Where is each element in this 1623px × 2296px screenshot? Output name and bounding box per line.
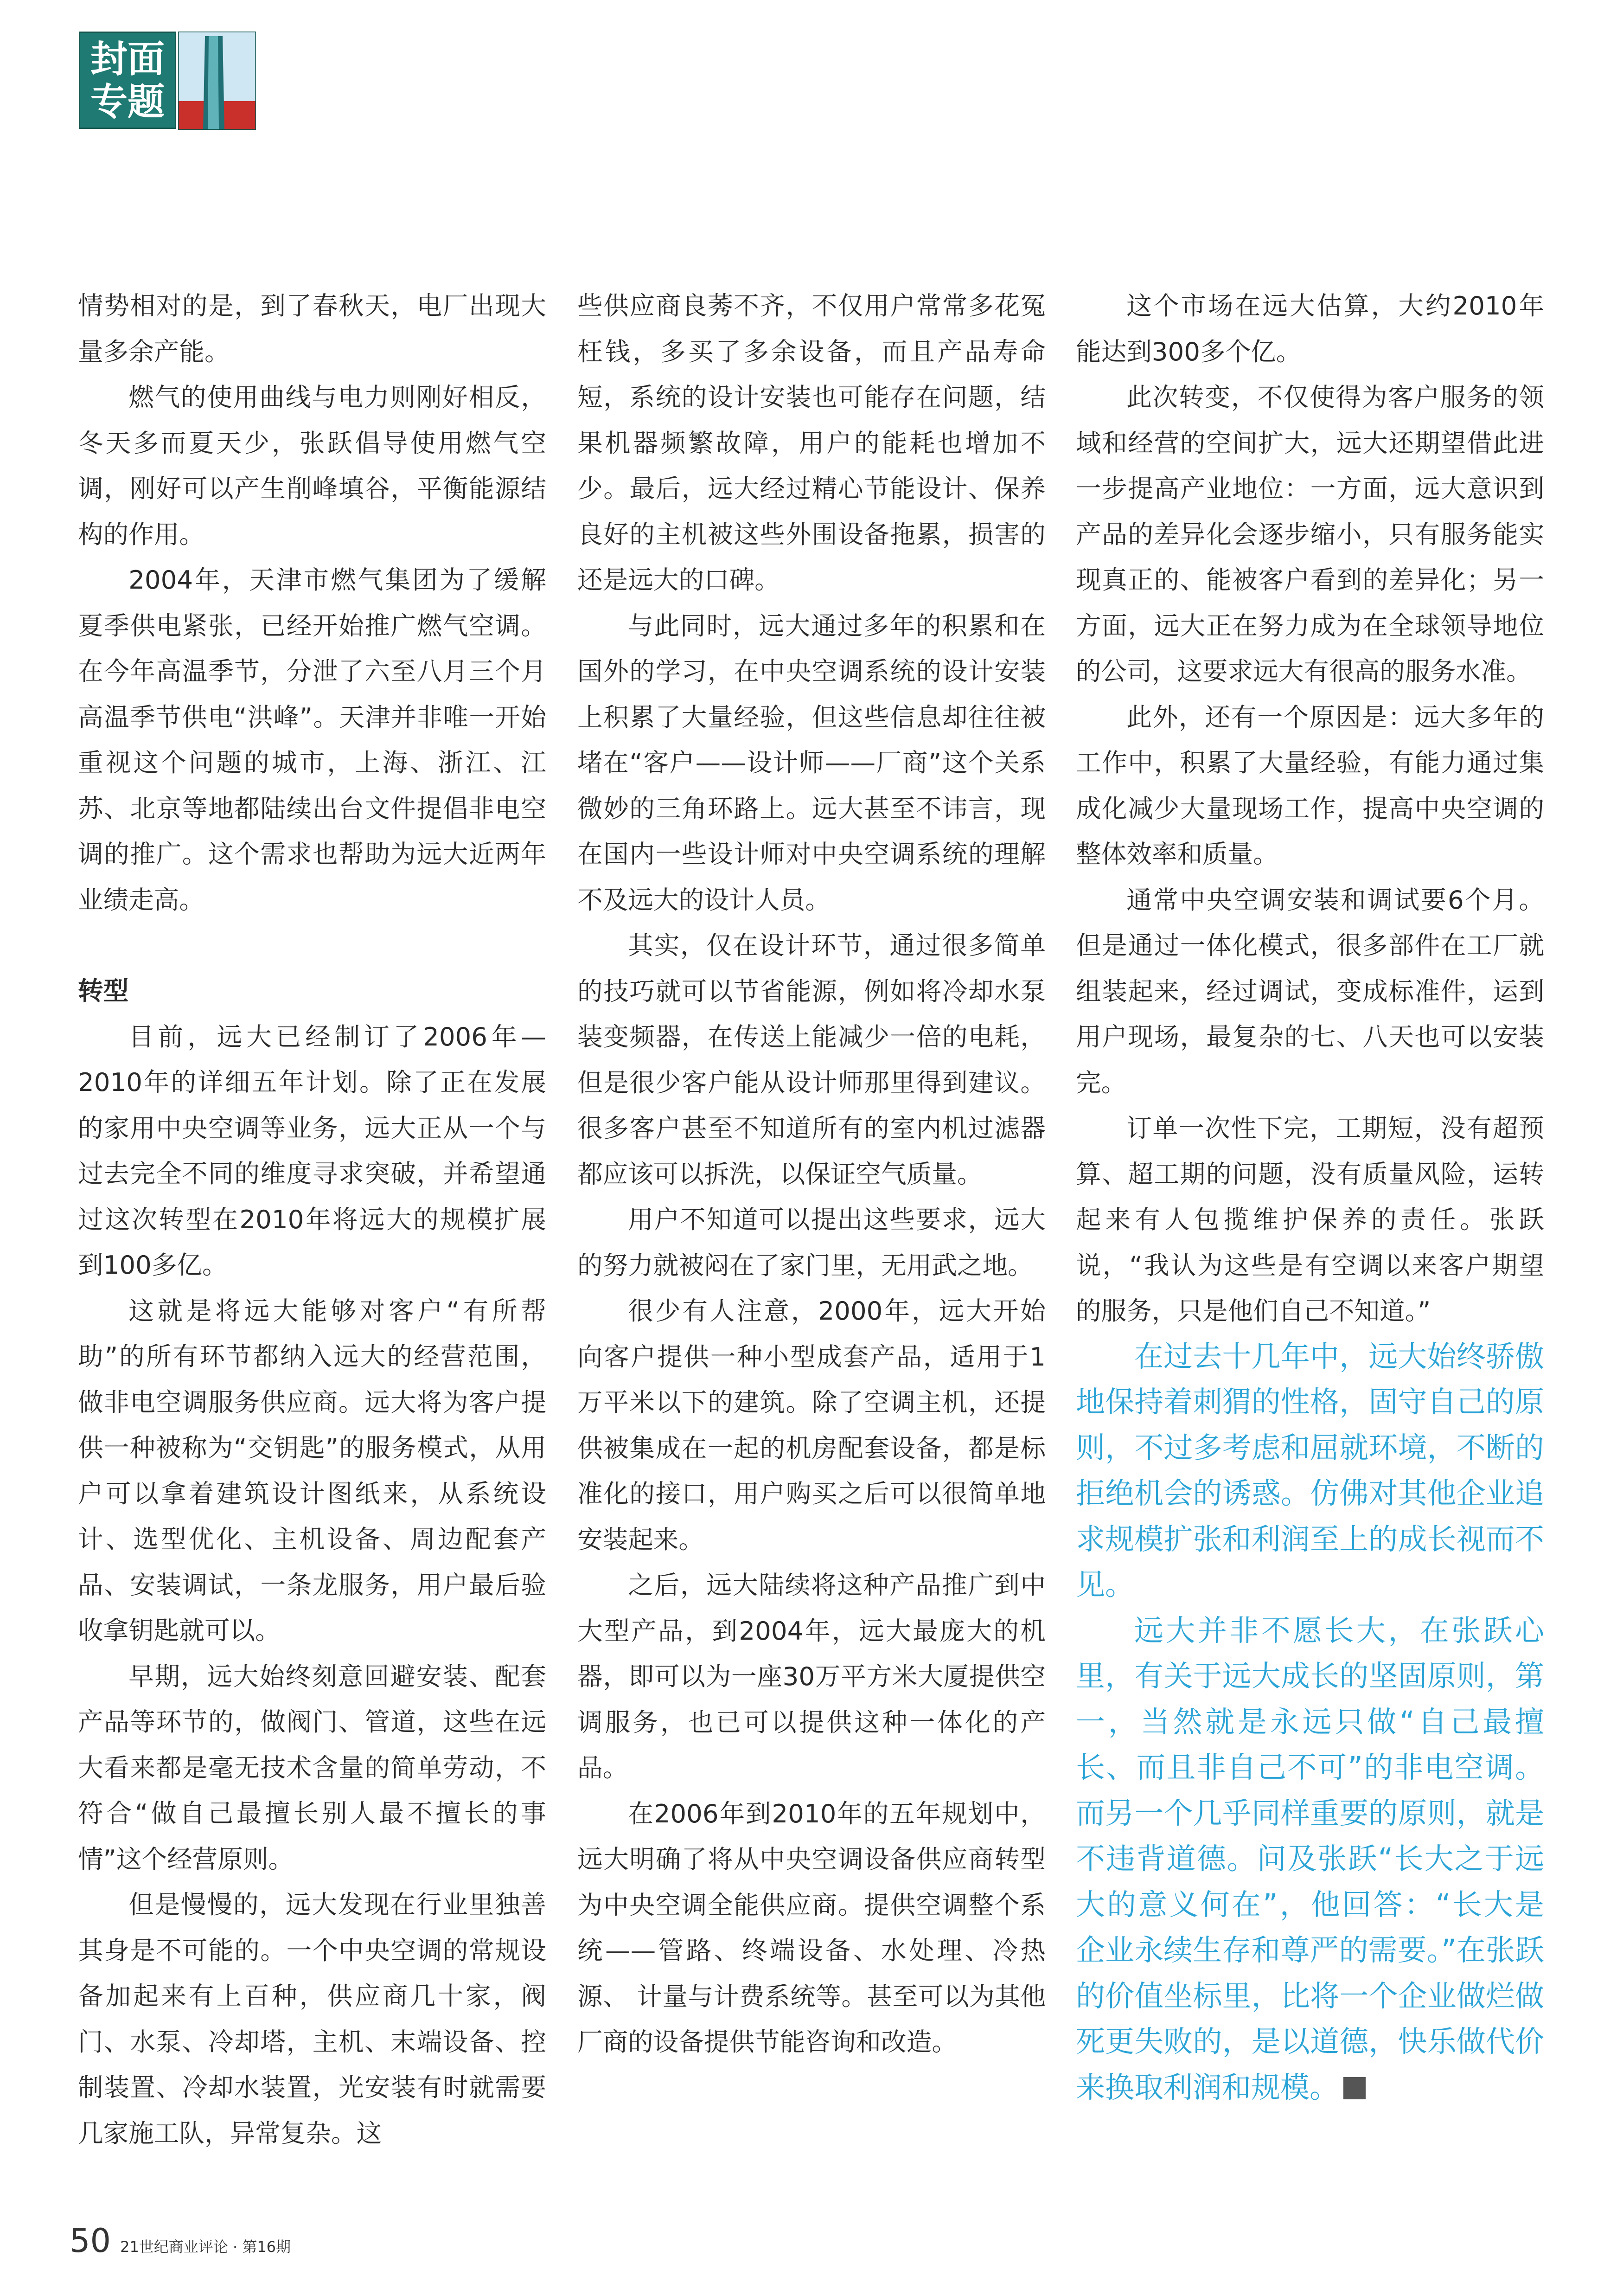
paragraph: 此外，还有一个原因是：远大多年的工作中，积累了大量经验，有能力通过集成化减少大量现场工作，提高中央空调的整体效率和质量。 bbox=[1076, 702, 1544, 869]
paragraph: 目前，远大已经制订了2006年—2010年的详细五年计划。除了正在发展的家用中央空调等业务，远大正从一个与过去完全不同的维度寻求突破，并希望通过这次转型在2010年将远大的规模扩展到100多亿。 bbox=[78, 1021, 546, 1280]
paragraph: 此次转变，不仅使得为客户服务的领域和经营的空间扩大，远大还期望借此进一步提高产业地位：一方面，远大意识到产品的差异化会逐步缩小，只有服务能实现真正的、能被客户看到的差异化；另一方面，远大正在努力成为在全球领导地位的公司，这要求远大有很高的服务水准。 bbox=[1076, 382, 1544, 686]
paragraph: 这个市场在远大估算，大约2010年能达到300多个亿。 bbox=[1076, 291, 1544, 366]
paragraph: 燃气的使用曲线与电力则刚好相反，冬天多而夏天少，张跃倡导使用燃气空调，刚好可以产生削峰填谷，平衡能源结构的作用。 bbox=[78, 382, 546, 549]
tower-illustration bbox=[178, 32, 256, 130]
end-mark-icon bbox=[1343, 2077, 1366, 2099]
paragraph: 些供应商良莠不齐，不仅用户常常多花冤枉钱，多买了多余设备，而且产品寿命短，系统的设计安装也可能存在问题，结果机器频繁故障，用户的能耗也增加不少。最后，远大经过精心节能设计、保养良好的主机被这些外围设备拖累，损害的还是远大的口碑。 bbox=[577, 291, 1046, 595]
paragraph: 在2006年到2010年的五年规划中，远大明确了将从中央空调设备供应商转型为中央空调全能供应商。提供空调整个系统——管路、终端设备、水处理、冷热源、 计量与计费系统等。甚至可以为其他厂商的设备提供节能咨询和改造。 bbox=[577, 1798, 1046, 2057]
section-badge-label bbox=[79, 32, 176, 129]
paragraph: 很少有人注意，2000年，远大开始向客户提供一种小型成套产品，适用于1万平米以下的建筑。除了空调主机，还提供被集成在一起的机房配套设备，都是标准化的接口，用户购买之后可以很简单地安装起来。 bbox=[577, 1296, 1046, 1554]
section-heading: 转型 bbox=[78, 976, 129, 1006]
column-3 bbox=[1076, 283, 1544, 2110]
page-number: 50 bbox=[70, 2222, 111, 2260]
highlight-paragraph bbox=[1076, 1608, 1544, 2111]
badge-line-1: 封面 bbox=[90, 37, 165, 81]
paragraph: 通常中央空调安装和调试要6个月。但是通过一体化模式，很多部件在工厂就组装起来，经过调试，变成标准件，运到用户现场，最复杂的七、八天也可以安装完。 bbox=[1076, 885, 1544, 1097]
page-footer bbox=[70, 2222, 291, 2260]
paragraph: 这就是将远大能够对客户“有所帮助”的所有环节都纳入远大的经营范围，做非电空调服务供应商。远大将为客户提供一种被称为“交钥匙”的服务模式，从用户可以拿着建筑设计图纸来，从系统设计、选型优化、主机设备、周边配套产品、安装调试，一条龙服务，用户最后验收拿钥匙就可以。 bbox=[78, 1296, 546, 1645]
section-badge bbox=[79, 32, 256, 130]
paragraph: 之后，远大陆续将这种产品推广到中大型产品，到2004年，远大最庞大的机器，即可以为一座30万平方米大厦提供空调服务，也已可以提供这种一体化的产品。 bbox=[577, 1570, 1046, 1783]
paragraph: 与此同时，远大通过多年的积累和在国外的学习，在中央空调系统的设计安装上积累了大量经验，但这些信息却往往被堵在“客户——设计师——厂商”这个关系微妙的三角环路上。远大甚至不讳言，现在国内一些设计师对中央空调系统的理解不及远大的设计人员。 bbox=[577, 610, 1046, 915]
paragraph: 情势相对的是，到了春秋天，电厂出现大量多余产能。 bbox=[78, 291, 546, 366]
column-1 bbox=[78, 283, 546, 2156]
paragraph: 但是慢慢的，远大发现在行业里独善其身是不可能的。一个中央空调的常规设备加起来有上百种，供应商几十家，阀门、水泵、冷却塔，主机、末端设备、控制装置、冷却水装置，光安装有时就需要几家施工队，异常复杂。这 bbox=[78, 1890, 546, 2148]
paragraph: 2004年，天津市燃气集团为了缓解夏季供电紧张，已经开始推广燃气空调。在今年高温季节，分泄了六至八月三个月高温季节供电“洪峰”。天津并非唯一开始重视这个问题的城市，上海、浙江、江苏、北京等地都陆续出台文件提倡非电空调的推广。这个需求也帮助为远大近两年业绩走高。 bbox=[78, 565, 546, 915]
badge-line-2: 专题 bbox=[90, 80, 165, 123]
magazine-issue: 21世纪商业评论 · 第16期 bbox=[120, 2238, 291, 2256]
paragraph: 订单一次性下完，工期短，没有超预算、超工期的问题，没有质量风险，运转起来有人包揽维护保养的责任。张跃说，“我认为这些是有空调以来客户期望的服务，只是他们自己不知道。” bbox=[1076, 1113, 1544, 1326]
paragraph: 用户不知道可以提出这些要求，远大的努力就被闷在了家门里，无用武之地。 bbox=[577, 1205, 1046, 1280]
column-2 bbox=[577, 283, 1046, 2065]
paragraph: 其实，仅在设计环节，通过很多简单的技巧就可以节省能源，例如将冷却水泵装变频器，在传送上能减少一倍的电耗，但是很少客户能从设计师那里得到建议。很多客户甚至不知道所有的室内机过滤器都应该可以拆洗，以保证空气质量。 bbox=[577, 930, 1046, 1189]
paragraph: 早期，远大始终刻意回避安装、配套产品等环节的，做阀门、管道，这些在远大看来都是毫无技术含量的简单劳动，不符合“做自己最擅长别人最不擅长的事情”这个经营原则。 bbox=[78, 1661, 546, 1874]
highlight-paragraph: 在过去十几年中，远大始终骄傲地保持着刺猬的性格，固守自己的原则，不过多考虑和屈就环境，不断的拒绝机会的诱惑。仿佛对其他企业追求规模扩张和利润至上的成长视而不见。 bbox=[1076, 1339, 1544, 1602]
highlight-text: 远大并非不愿长大，在张跃心里，有关于远大成长的坚固原则，第一，当然就是永远只做“自己最擅长、而且非自己不可”的非电空调。而另一个几乎同样重要的原则，就是不违背道德。问及张跃“长大之于远大的意义何在”，他回答：“长大是企业永续生存和尊严的需要。”在张跃的价值坐标里，比将一个企业做烂做死更失败的，是以道德，快乐做代价来换取利润和规模。 bbox=[1076, 1613, 1544, 2104]
